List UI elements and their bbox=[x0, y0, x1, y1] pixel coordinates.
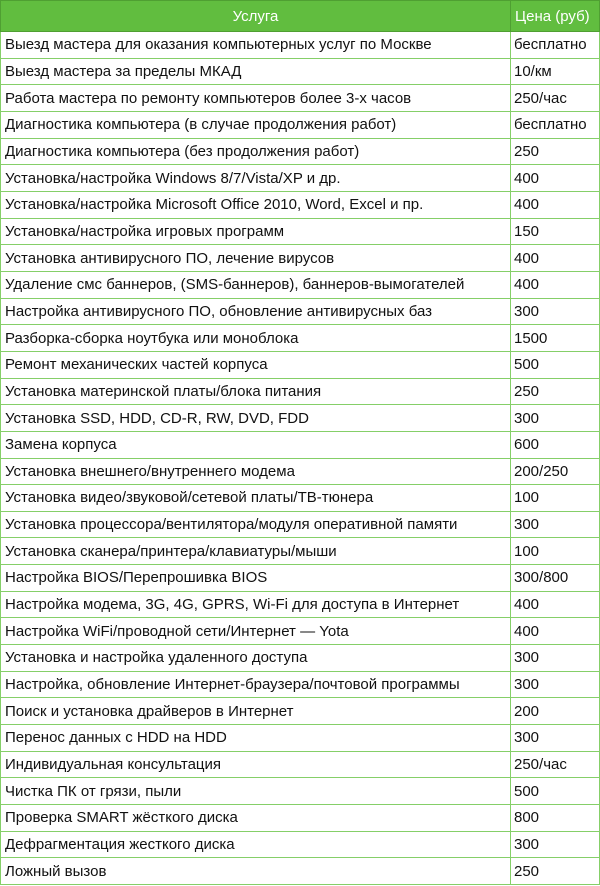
price-cell: 200/250 bbox=[511, 458, 600, 485]
price-cell: 150 bbox=[511, 218, 600, 245]
service-cell: Установка и настройка удаленного доступа bbox=[1, 645, 511, 672]
table-header-row bbox=[1, 1, 600, 32]
table-row bbox=[1, 218, 600, 245]
table-body bbox=[1, 32, 600, 885]
service-cell: Выезд мастера за пределы МКАД bbox=[1, 58, 511, 85]
service-cell: Замена корпуса bbox=[1, 431, 511, 458]
table-row bbox=[1, 671, 600, 698]
service-cell: Установка/настройка Windows 8/7/Vista/XP и др. bbox=[1, 165, 511, 192]
price-cell: 200 bbox=[511, 698, 600, 725]
table-row bbox=[1, 725, 600, 752]
service-cell: Проверка SMART жёсткого диска bbox=[1, 805, 511, 832]
price-cell: 800 bbox=[511, 805, 600, 832]
price-cell: 300 bbox=[511, 671, 600, 698]
service-cell: Ремонт механических частей корпуса bbox=[1, 351, 511, 378]
service-cell: Чистка ПК от грязи, пыли bbox=[1, 778, 511, 805]
table-row bbox=[1, 351, 600, 378]
price-cell: 400 bbox=[511, 618, 600, 645]
table-row bbox=[1, 405, 600, 432]
price-cell: 250 bbox=[511, 138, 600, 165]
price-cell: 400 bbox=[511, 271, 600, 298]
price-cell: 300 bbox=[511, 831, 600, 858]
table-row bbox=[1, 378, 600, 405]
table-row bbox=[1, 85, 600, 112]
table-row bbox=[1, 831, 600, 858]
service-cell: Работа мастера по ремонту компьютеров более 3-х часов bbox=[1, 85, 511, 112]
service-cell: Поиск и установка драйверов в Интернет bbox=[1, 698, 511, 725]
price-cell: 400 bbox=[511, 165, 600, 192]
service-cell: Установка антивирусного ПО, лечение вирусов bbox=[1, 245, 511, 272]
price-cell: 250 bbox=[511, 378, 600, 405]
price-cell: 400 bbox=[511, 191, 600, 218]
table-row bbox=[1, 111, 600, 138]
service-cell: Установка внешнего/внутреннего модема bbox=[1, 458, 511, 485]
table-row bbox=[1, 805, 600, 832]
table-row bbox=[1, 618, 600, 645]
price-cell: бесплатно bbox=[511, 111, 600, 138]
service-cell: Разборка-сборка ноутбука или моноблока bbox=[1, 325, 511, 352]
table-row bbox=[1, 58, 600, 85]
price-cell: 400 bbox=[511, 591, 600, 618]
table-row bbox=[1, 485, 600, 512]
price-cell: 250 bbox=[511, 858, 600, 885]
header-service: Услуга bbox=[1, 1, 511, 32]
service-cell: Установка видео/звуковой/сетевой платы/ТВ-тюнера bbox=[1, 485, 511, 512]
price-cell: 100 bbox=[511, 485, 600, 512]
table-row bbox=[1, 271, 600, 298]
price-cell: 250/час bbox=[511, 85, 600, 112]
service-cell: Диагностика компьютера (в случае продолжения работ) bbox=[1, 111, 511, 138]
table-row bbox=[1, 458, 600, 485]
table-row bbox=[1, 698, 600, 725]
table-row bbox=[1, 191, 600, 218]
price-cell: 300 bbox=[511, 645, 600, 672]
service-cell: Установка материнской платы/блока питания bbox=[1, 378, 511, 405]
service-cell: Настройка, обновление Интернет-браузера/почтовой программы bbox=[1, 671, 511, 698]
service-cell: Ложный вызов bbox=[1, 858, 511, 885]
service-cell: Настройка WiFi/проводной сети/Интернет — Yota bbox=[1, 618, 511, 645]
price-cell: 10/км bbox=[511, 58, 600, 85]
service-cell: Установка/настройка игровых программ bbox=[1, 218, 511, 245]
service-cell: Установка SSD, HDD, CD-R, RW, DVD, FDD bbox=[1, 405, 511, 432]
table-row bbox=[1, 298, 600, 325]
service-cell: Удаление смс баннеров, (SMS-баннеров), баннеров-вымогателей bbox=[1, 271, 511, 298]
service-cell: Настройка BIOS/Перепрошивка BIOS bbox=[1, 565, 511, 592]
table-row bbox=[1, 511, 600, 538]
service-cell: Установка процессора/вентилятора/модуля оперативной памяти bbox=[1, 511, 511, 538]
price-cell: 250/час bbox=[511, 751, 600, 778]
table-row bbox=[1, 591, 600, 618]
table-row bbox=[1, 165, 600, 192]
table-row bbox=[1, 431, 600, 458]
service-cell: Установка/настройка Microsoft Office 2010, Word, Excel и пр. bbox=[1, 191, 511, 218]
price-cell: 400 bbox=[511, 245, 600, 272]
table-row bbox=[1, 858, 600, 885]
service-cell: Выезд мастера для оказания компьютерных услуг по Москве bbox=[1, 32, 511, 59]
service-cell: Установка сканера/принтера/клавиатуры/мыши bbox=[1, 538, 511, 565]
price-cell: 500 bbox=[511, 351, 600, 378]
price-cell: 1500 bbox=[511, 325, 600, 352]
price-cell: 300 bbox=[511, 298, 600, 325]
header-price: Цена (руб) bbox=[511, 1, 600, 32]
table-row bbox=[1, 645, 600, 672]
table-row bbox=[1, 751, 600, 778]
price-cell: 100 bbox=[511, 538, 600, 565]
table-row bbox=[1, 245, 600, 272]
service-cell: Индивидуальная консультация bbox=[1, 751, 511, 778]
price-cell: 500 bbox=[511, 778, 600, 805]
table-row bbox=[1, 32, 600, 59]
service-cell: Перенос данных с HDD на HDD bbox=[1, 725, 511, 752]
table-row bbox=[1, 138, 600, 165]
price-cell: бесплатно bbox=[511, 32, 600, 59]
table-row bbox=[1, 778, 600, 805]
table-row bbox=[1, 538, 600, 565]
table-row bbox=[1, 325, 600, 352]
price-cell: 600 bbox=[511, 431, 600, 458]
service-cell: Дефрагментация жесткого диска bbox=[1, 831, 511, 858]
table-row bbox=[1, 565, 600, 592]
price-cell: 300 bbox=[511, 405, 600, 432]
price-cell: 300/800 bbox=[511, 565, 600, 592]
service-cell: Настройка антивирусного ПО, обновление антивирусных баз bbox=[1, 298, 511, 325]
service-cell: Настройка модема, 3G, 4G, GPRS, Wi-Fi для доступа в Интернет bbox=[1, 591, 511, 618]
service-cell: Диагностика компьютера (без продолжения работ) bbox=[1, 138, 511, 165]
price-cell: 300 bbox=[511, 511, 600, 538]
price-cell: 300 bbox=[511, 725, 600, 752]
